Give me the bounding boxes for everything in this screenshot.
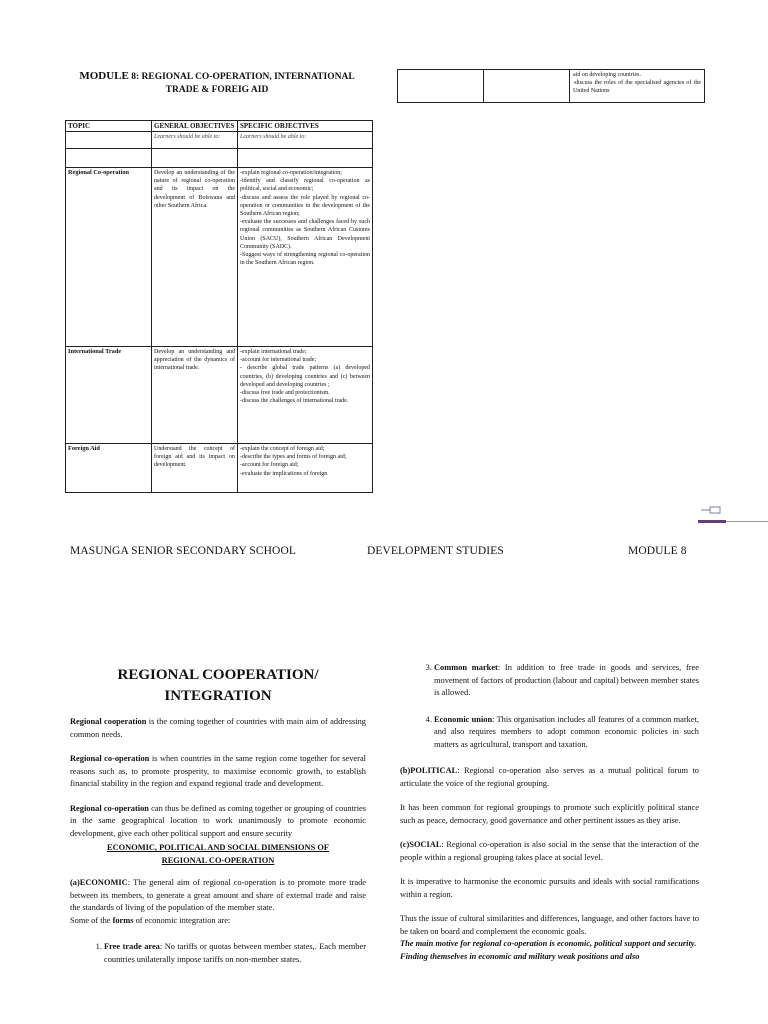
paragraph-text: is when countries in the same region come together for several reasons such as, to promote prosperity, to maximise economic growth, to establish financial stability in the region and expand regional trade and development.	[70, 754, 366, 788]
list-item	[434, 662, 699, 700]
specific-item: - describe global trade patterns (a) developed countries, (b) developing countries and (c) between developed and developing countries ;	[240, 365, 370, 388]
paragraph	[400, 839, 699, 864]
table-row	[66, 444, 373, 493]
footer-module: MODULE 8	[628, 545, 687, 557]
row-topic: International Trade	[66, 347, 152, 444]
left-column	[70, 716, 366, 976]
row-specific	[238, 444, 373, 493]
finding-statement: Finding themselves in economic and military weak positions and also	[400, 951, 640, 961]
header-general: GENERAL OBJECTIVES	[152, 121, 238, 132]
paragraph	[400, 765, 699, 790]
module-title-line1: 8: REGIONAL CO-OPERATION, INTERNATIONAL	[131, 72, 355, 82]
paragraph	[70, 753, 366, 791]
specific-item: aid on developing countries.	[573, 72, 641, 78]
table-subheader-row	[66, 132, 373, 149]
specific-item: -discuss the roles of the specialised agencies of the United Nations	[573, 80, 701, 95]
continuation-empty	[398, 70, 484, 103]
paragraph-text: can thus be defined as coming together or grouping of countries in the same geographical location to work unanimously to promote economic development, give each other political support and ensure security	[70, 803, 367, 838]
list-item	[434, 714, 699, 752]
paragraph-text: : Regional co-operation also serves as a mutual political forum to articulate the voice of the regional grouping.	[400, 766, 699, 788]
paragraph-text: is the coming together of countries with main aim of addressing common needs.	[70, 717, 366, 739]
row-topic: Foreign Aid	[66, 444, 152, 493]
subheader-general: Learners should be able to:	[152, 132, 238, 149]
specific-item: -explain the concept of foreign aid;	[240, 446, 325, 452]
specific-item: -discuss and assess the role played by regional co-operation or communities in the development of the Southern African region;	[240, 194, 370, 218]
list-item	[104, 941, 366, 966]
forms-list	[70, 941, 366, 966]
header-topic: TOPIC	[66, 121, 152, 132]
footer-school: MASUNGA SENIOR SECONDARY SCHOOL	[70, 545, 296, 557]
term: (a)ECONOMIC	[70, 878, 128, 887]
row-general: Develop an understanding of the nature of regional co-operation and its impact on the development of Botswana and other Southern Africa.	[152, 168, 238, 347]
right-column	[400, 662, 699, 963]
specific-item: -account for international trade;	[240, 357, 317, 364]
term: Regional co-operation	[70, 803, 149, 813]
row-specific	[238, 347, 373, 444]
specific-item: -explain regional co-operation/integration;	[240, 170, 342, 176]
table-spacer-row	[66, 149, 373, 168]
section-heading-line2: REGIONAL CO-OPERATION	[161, 855, 275, 865]
page-divider-accent	[698, 520, 726, 523]
paragraph-text: : Regional co-operation is also social in the sense that the interaction of the people within a regional grouping takes place at social level.	[400, 840, 699, 862]
title-line2: INTEGRATION	[164, 688, 272, 704]
term: Regional cooperation	[70, 717, 147, 726]
paragraph: It has been common for regional groupings to promote such explicitly political stance such as peace, democracy, good governance and other pertinent issues as they arise.	[400, 803, 699, 825]
table-header-row	[66, 121, 373, 132]
continuation-specific	[570, 70, 705, 103]
specific-item: -discuss the challenges of international trade.	[240, 398, 349, 405]
module-title	[62, 70, 372, 97]
specific-item: -Suggest ways of strengthening regional co-operation in the Southern African region.	[240, 252, 370, 267]
paragraph	[70, 915, 366, 928]
motive-statement: The main motive for regional co-operation is economic, political support and security.	[400, 939, 697, 948]
list-item-text: : In addition to free trade in goods and services, free movement of factors of production (labour and capital) between member states is allowed.	[434, 663, 699, 697]
table-row	[66, 347, 373, 444]
section-heading-line1: ECONOMIC, POLITICAL AND SOCIAL DIMENSIONS OF	[107, 843, 329, 852]
row-general: Develop an understanding and appreciation of the dynamics of international trade.	[152, 347, 238, 444]
subheader-specific: Learners should be able to:	[238, 132, 373, 149]
term: Regional co-operation	[70, 754, 150, 763]
page-title	[66, 665, 370, 707]
spacer-cell	[66, 149, 152, 168]
spacer-cell	[152, 149, 238, 168]
specific-item: -account for foreign aid;	[240, 462, 299, 469]
paragraph-text: : The general aim of regional co-operation is to promote more trade between its members, to generate a great amount and share of external trade and raise the standards of living of the population of the member state.	[70, 878, 366, 912]
specific-item: -describe the types and forms of foreign aid;	[240, 454, 347, 461]
paragraph	[70, 877, 366, 915]
continuation-empty	[484, 70, 570, 103]
list-item-term: Common market	[434, 663, 498, 672]
row-general: Understand the concept of foreign aid and its impact on development.	[152, 444, 238, 493]
title-line1: REGIONAL COOPERATION/	[117, 667, 319, 683]
header-specific: SPECIFIC OBJECTIVES	[238, 121, 373, 132]
list-item-text: : No tariffs or quotas between member states,. Each member countries unilaterally impose tariffs on non-member states.	[104, 942, 366, 964]
term: (b)POLITICAL	[400, 766, 458, 775]
paragraph: It is imperative to harmonise the economic pursuits and ideals with social ramifications within a region.	[400, 877, 699, 899]
specific-item: -discuss free trade and protectionism.	[240, 390, 330, 397]
section-heading	[70, 842, 366, 867]
module-title-small-caps: MODULE	[79, 70, 129, 82]
paragraph: Thus the issue of cultural similarities and differences, language, and other factors have to be taken on board and complement the economic goals.	[400, 914, 699, 936]
module-title-line2: TRADE & FOREIG AID	[165, 85, 269, 95]
continuation-table	[397, 69, 705, 103]
paragraph-text: of economic integration are:	[133, 915, 231, 925]
paragraph	[70, 716, 366, 741]
list-item-term: Economic union	[434, 714, 493, 724]
page-tab-icon	[700, 502, 724, 512]
footer-subject: DEVELOPMENT STUDIES	[367, 545, 504, 557]
table-row	[398, 70, 705, 103]
specific-item: -explain international trade;	[240, 349, 307, 355]
table-row	[66, 168, 373, 347]
list-item-term: Free trade area	[104, 942, 160, 951]
forms-list-continued	[400, 662, 699, 751]
row-topic: Regional Co-operation	[66, 168, 152, 347]
objectives-table	[65, 120, 373, 493]
specific-item: -evaluate the implications of foreign	[240, 470, 328, 477]
term: forms	[112, 915, 134, 925]
specific-item: -identify and classify regional co-operation as political, social and economic;	[240, 178, 370, 193]
row-specific	[238, 168, 373, 347]
specific-item: -evaluate the successes and challenges faced by such regional communities as Southern African Customs Union (SACU), Southern African Development Community (SADC).	[240, 219, 370, 250]
term: (c)SOCIAL	[400, 840, 442, 849]
paragraph	[70, 803, 366, 841]
list-item-text: : This organisation includes all features of a common market, and also requires members to adopt common economic policies in such matters as agricultural, transport and taxation.	[434, 714, 699, 749]
subheader-empty	[66, 132, 152, 149]
spacer-cell	[238, 149, 373, 168]
paragraph-text: Some of the	[70, 915, 113, 925]
